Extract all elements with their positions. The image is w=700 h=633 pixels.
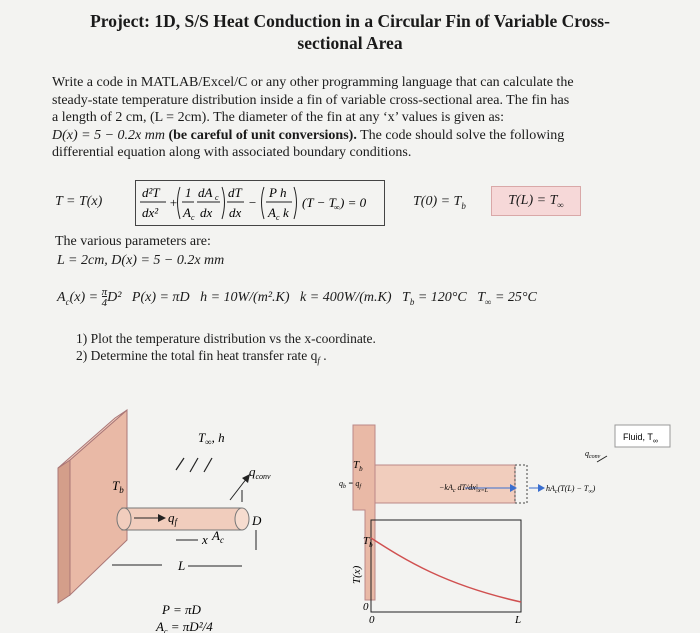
tinf-expr: $T_\infty = 25^\circ C$	[477, 290, 537, 308]
svg-text:−: −	[248, 195, 257, 210]
title-line-1: Project: 1D, S/S Heat Conduction in a Circular Fin of Variable Cross-	[90, 11, 610, 31]
flux-label: $-kA_c$ $dT/dx|_{x=L}$	[439, 483, 488, 494]
x-label: x	[202, 532, 208, 547]
svg-text:dx: dx	[229, 205, 242, 220]
wall-side	[58, 460, 70, 603]
equation-row	[55, 180, 675, 228]
svg-text:1: 1	[185, 185, 192, 200]
wall-front	[70, 410, 127, 595]
unit-warning: (be careful of unit conversions).	[168, 127, 357, 143]
k-expr: k = 400W/(m.K)	[300, 290, 392, 306]
desc-line-4-tail: The code should solve the following	[360, 127, 565, 143]
fluid-label: Fluid, $T_\infty$	[623, 432, 658, 445]
desc-line-4	[52, 127, 652, 145]
desc-line-5: differential equation along with associated boundary conditions.	[52, 145, 412, 161]
t-inf-h-label: $T_\infty$, h	[198, 430, 225, 447]
temperature-diagram	[339, 420, 680, 633]
tb-top: $T_b$	[353, 459, 363, 473]
svg-text:∞: ∞	[334, 203, 340, 212]
desc-line-2: steady-state temperature distribution inside a fin of variable cross-sectional area. The fin has	[52, 92, 570, 108]
svg-text:(T − T: (T − T	[302, 195, 336, 210]
tip-label: $hA_c(T(L) - T_\infty)$	[546, 484, 596, 495]
question-1: 1) Plot the temperature distribution vs the x-coordinate.	[76, 331, 376, 346]
svg-text:c: c	[191, 213, 195, 222]
svg-text:P h: P h	[269, 185, 287, 200]
perimeter-expr: P(x) = πD	[131, 290, 190, 306]
questions	[76, 330, 376, 370]
d-label: D	[252, 513, 262, 528]
qb-eq: $q_b = q_f$	[339, 479, 362, 490]
differential-equation	[136, 181, 384, 225]
svg-text:A: A	[268, 205, 276, 220]
origin-y: 0	[363, 601, 369, 613]
desc-line-1: Write a code in MATLAB/Excel/C or any other programming language that can calculate the	[52, 75, 574, 90]
question-2: 2) Determine the total fin heat transfer rate $q_f$ .	[76, 348, 327, 366]
area-label: $A_c = \pi D^2/4$	[156, 619, 213, 633]
graph-frame	[371, 520, 521, 612]
area-expr: $A_c(x) = \frac{\pi}{4}D^2$	[57, 286, 122, 309]
tb-label: $T_b$	[112, 478, 124, 495]
svg-text:c: c	[276, 213, 280, 222]
svg-text:+: +	[169, 195, 178, 210]
l-label: L	[178, 558, 186, 573]
tb-graph: $T_b$	[363, 535, 373, 549]
desc-line-3: a length of 2 cm, (L = 2cm). The diameter of the fin at any ‘x’ values is given as:	[52, 110, 504, 126]
svg-text:) = 0: ) = 0	[340, 195, 367, 210]
svg-text:dx²: dx²	[142, 205, 159, 220]
bc1: $T(0) = T_b$	[413, 194, 466, 211]
h-expr: h = 10W/(m².K)	[200, 290, 290, 306]
fin-rod	[122, 508, 242, 530]
q-conv-right: $q_{conv}$	[585, 449, 601, 460]
parameters-line-1: L = 2cm, D(x) = 5 − 0.2x mm	[57, 253, 225, 268]
y-axis-label: T(x)	[351, 565, 363, 584]
svg-text:dx: dx	[200, 205, 213, 220]
svg-text:c: c	[215, 193, 219, 202]
differential-equation-box	[135, 180, 385, 226]
x-end: L	[515, 614, 522, 626]
title-line-2: sectional Area	[297, 33, 403, 53]
svg-text:k: k	[283, 205, 289, 220]
parameters-label: The various parameters are:	[55, 234, 211, 249]
origin-x: 0	[369, 614, 375, 626]
q-conv-label: $q_{conv}$	[249, 464, 271, 481]
perimeter-label: P = πD	[162, 602, 201, 617]
tb-expr: $T_b = 120^\circ C$	[402, 290, 467, 308]
description	[52, 74, 652, 162]
eq-lhs: T = T(x)	[55, 194, 103, 209]
qf-label: $q_f$	[168, 510, 178, 527]
parameters-line-2	[57, 287, 677, 309]
svg-text:A: A	[183, 205, 191, 220]
diameter-formula: D(x) = 5 − 0.2x mm	[52, 127, 165, 143]
bc2-highlight: $T(L) = T_\infty$	[491, 186, 581, 216]
ac-label: $A_c$	[212, 528, 224, 545]
temperature-curve	[371, 538, 521, 602]
fin-tip-region	[515, 465, 527, 503]
fin-schematic	[52, 390, 322, 633]
fin-tip	[235, 508, 249, 530]
svg-text:dA: dA	[198, 185, 213, 200]
page-title	[40, 10, 660, 54]
svg-text:d²T: d²T	[142, 185, 160, 200]
svg-text:dT: dT	[228, 185, 242, 200]
